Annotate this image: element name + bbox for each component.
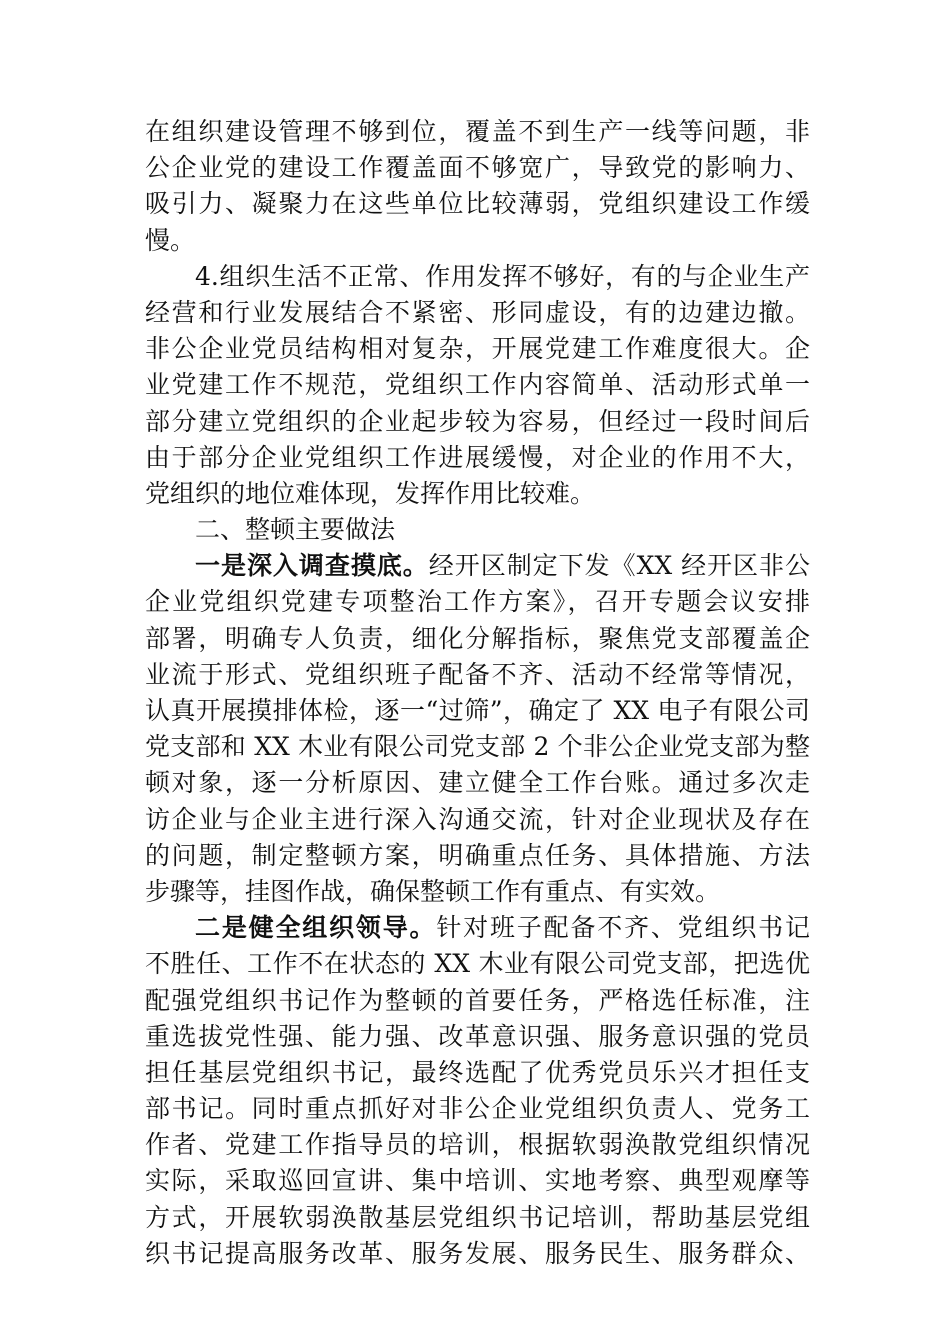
text-line: 担任基层党组织书记，最终选配了优秀党员乐兴才担任支 <box>145 1057 810 1087</box>
text-line: 业党建工作不规范，党组织工作内容简单、活动形式单一 <box>145 370 810 400</box>
text-line: 慢。 <box>145 225 196 255</box>
text-line: 重选拔党性强、能力强、改革意识强、服务意识强的党员 <box>145 1021 810 1051</box>
text-line: 吸引力、凝聚力在这些单位比较薄弱，党组织建设工作缓 <box>145 189 810 219</box>
lead-in-bold: 二是健全组织领导。 <box>195 913 437 943</box>
text-line: 实际，采取巡回宣讲、集中培训、实地考察、典型观摩等 <box>145 1166 810 1196</box>
text-line: 在组织建设管理不够到位，覆盖不到生产一线等问题，非 <box>145 117 810 146</box>
text-line: 作者、党建工作指导员的培训，根据软弱涣散党组织情况 <box>145 1130 810 1160</box>
text-line: 业流于形式、党组织班子配备不齐、活动不经常等情况， <box>145 659 810 689</box>
text-line: 部署，明确专人负责，细化分解指标，聚焦党支部覆盖企 <box>145 623 810 653</box>
text-run: 针对班子配备不齐、党组织书记 <box>436 913 810 943</box>
text-run: 经开区制定下发《XX 经开区非公 <box>428 551 810 581</box>
text-line: 步骤等，挂图作战，确保整顿工作有重点、有实效。 <box>145 876 721 906</box>
text-line: 党组织的地位难体现，发挥作用比较难。 <box>145 478 596 508</box>
text-line: 经营和行业发展结合不紧密、形同虚设，有的边建边撤。 <box>145 297 810 327</box>
paragraph-start-line <box>145 910 810 946</box>
text-line: 访企业与企业主进行深入沟通交流，针对企业现状及存在 <box>145 804 810 834</box>
section-heading: 二、整顿主要做法 <box>195 515 396 545</box>
text-line: 由于部分企业党组织工作进展缓慢，对企业的作用不大， <box>145 442 810 472</box>
text-line: 部书记。同时重点抓好对非公企业党组织负责人、党务工 <box>145 1094 810 1124</box>
text-line: 企业党组织党建专项整治工作方案》，召开专题会议安排 <box>145 587 810 617</box>
text-line: 不胜任、工作不在状态的 XX 木业有限公司党支部，把选优 <box>145 949 810 979</box>
lead-in-bold: 一是深入调查摸底。 <box>195 551 429 581</box>
text-line: 方式，开展软弱涣散基层党组织书记培训，帮助基层党组 <box>145 1202 810 1232</box>
text-line: 认真开展摸排体检，逐一“过筛”，确定了 XX 电子有限公司 <box>145 696 810 725</box>
paragraph-start-line <box>145 548 810 584</box>
text-line: 织书记提高服务改革、服务发展、服务民生、服务群众、 <box>145 1238 810 1268</box>
text-line: 公企业党的建设工作覆盖面不够宽广，导致党的影响力、 <box>145 153 810 183</box>
text-line: 的问题，制定整顿方案，明确重点任务、具体措施、方法 <box>145 840 810 870</box>
text-line: 党支部和 XX 木业有限公司党支部 2 个非公企业党支部为整 <box>145 732 810 762</box>
text-line: 非公企业党员结构相对复杂，开展党建工作难度很大。企 <box>145 334 810 364</box>
paragraph-start-line: 4.组织生活不正常、作用发挥不够好，有的与企业生产 <box>195 261 810 291</box>
text-line: 配强党组织书记作为整顿的首要任务，严格选任标准，注 <box>145 985 810 1015</box>
text-line: 顿对象，逐一分析原因、建立健全工作台账。通过多次走 <box>145 768 810 798</box>
body-text <box>145 114 810 1272</box>
text-line: 部分建立党组织的企业起步较为容易，但经过一段时间后 <box>145 406 810 436</box>
